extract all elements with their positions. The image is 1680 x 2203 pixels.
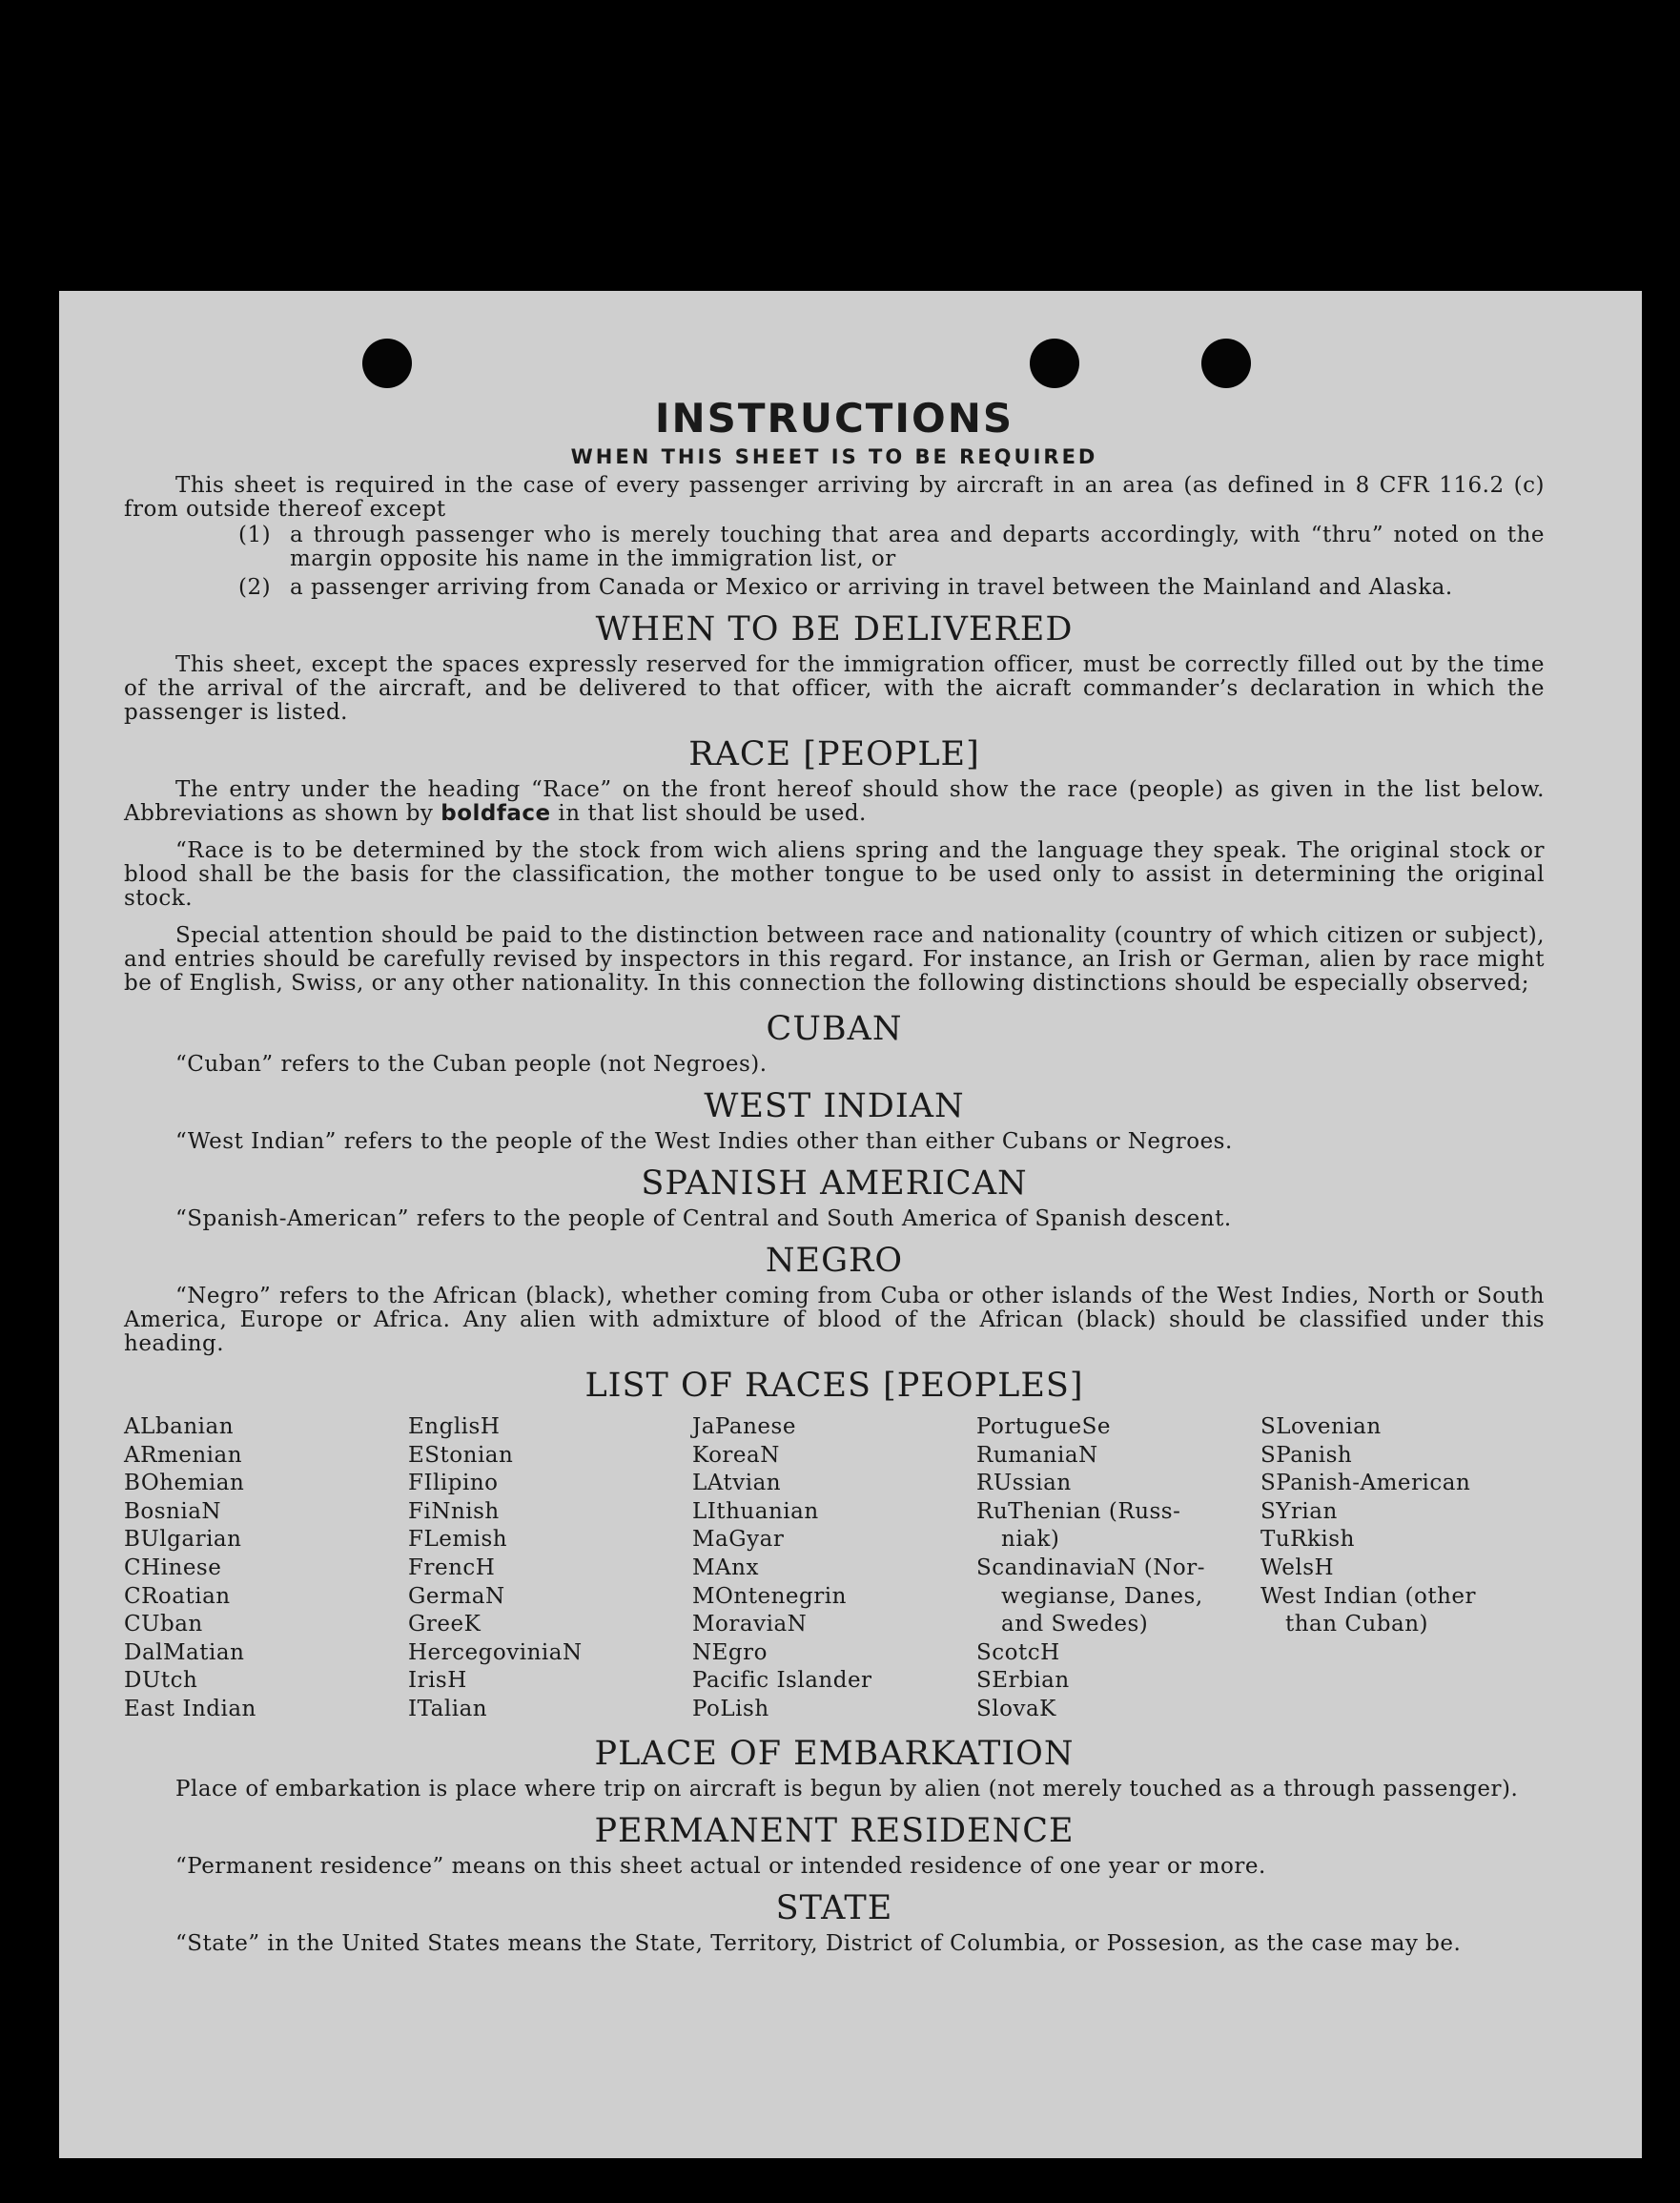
race-paragraph: Special attention should be paid to the distinction between race and nationality (country of which citizen or subject), and entries should be carefully revised by inspectors in this regard. For instance, an Irish or German, alien by race might be of English, Swiss, or any other nationality. In this connection the following distinctions should be especially observed;	[124, 923, 1545, 996]
race-entry: RuThenian (Russ-	[976, 1498, 1181, 1524]
punch-hole	[1201, 339, 1251, 388]
races-column	[692, 1413, 976, 1724]
exception-number: (2)	[238, 575, 272, 600]
cuban-text: “Cuban” refers to the Cuban people (not Negroes).	[175, 1052, 768, 1077]
race-entry: FLemish	[408, 1527, 508, 1553]
race-entry: ITalian	[408, 1696, 488, 1721]
race-entry: WelsH	[1260, 1554, 1335, 1580]
section-heading-race: RACE [PEOPLE]	[688, 735, 980, 773]
race-entry: FIlipino	[408, 1471, 499, 1496]
race-entry: MaGyar	[692, 1527, 785, 1553]
section-heading-embarkation: PLACE OF EMBARKATION	[594, 1734, 1075, 1773]
race-entry: EStonian	[408, 1442, 514, 1468]
race-entry: East Indian	[124, 1696, 256, 1721]
exception-number: (1)	[238, 523, 272, 547]
section-heading-cuban: CUBAN	[766, 1010, 903, 1048]
race-entry: GreeK	[408, 1612, 481, 1637]
race-entry: ALbanian	[124, 1414, 235, 1439]
exception-text: a passenger arriving from Canada or Mexico or arriving in travel between the Mainland and Alaska.	[290, 575, 1453, 600]
race-entry: DalMatian	[124, 1639, 245, 1665]
section-heading-negro: NEGRO	[765, 1242, 904, 1280]
race-entry: SPanish	[1260, 1442, 1353, 1468]
race-entry: GermaN	[408, 1583, 505, 1609]
race-entry: BosniaN	[124, 1498, 222, 1524]
section-heading-state: STATE	[775, 1888, 893, 1927]
boldface-word: boldface	[440, 801, 551, 826]
embarkation-text: Place of embarkation is place where trip on aircraft is begun by alien (not merely touched as a through passenger).	[175, 1776, 1519, 1802]
race-entry: JaPanese	[692, 1414, 796, 1439]
race-entry: LIthuanian	[692, 1498, 819, 1524]
spanish-american-text: “Spanish-American” refers to the people of Central and South America of Spanish descent.	[175, 1206, 1232, 1231]
section-heading-delivered: WHEN TO BE DELIVERED	[595, 610, 1074, 649]
race-entry: SlovaK	[976, 1696, 1056, 1721]
race-entry: RUssian	[976, 1471, 1072, 1496]
race-entry: PoLish	[692, 1696, 769, 1721]
race-entry: MAnx	[692, 1554, 759, 1580]
race-entry: FrencH	[408, 1554, 496, 1580]
race-entry: TuRkish	[1260, 1527, 1355, 1553]
delivered-text: This sheet, except the spaces expressly reserved for the immigration officer, must be correctly filled out by the time of the arrival of the aircraft, and be delivered to that officer, with the aicraft commander’s declaration in which the passenger is listed.	[124, 652, 1545, 725]
race-paragraph: “Race is to be determined by the stock from wich aliens spring and the language they speak. The original stock or blood shall be the basis for the classification, the mother tongue to be used only to assist in determining the original stock.	[124, 838, 1545, 911]
page-subtitle: WHEN THIS SHEET IS TO BE REQUIRED	[570, 445, 1098, 468]
exception-item	[238, 524, 1545, 571]
race-entry: IrisH	[408, 1668, 467, 1694]
state-text: “State” in the United States means the State, Territory, District of Columbia, or Possesion, as the case may be.	[175, 1930, 1462, 1956]
section-heading-races-list: LIST OF RACES [PEOPLES]	[584, 1367, 1084, 1405]
exception-item	[238, 576, 1545, 600]
race-entry: SLovenian	[1260, 1414, 1382, 1439]
race-entry: Pacific Islander	[692, 1668, 872, 1694]
race-entry: ARmenian	[124, 1442, 243, 1468]
punch-hole	[1030, 339, 1079, 388]
race-entry: ScotcH	[976, 1639, 1060, 1665]
section-heading-west-indian: WEST INDIAN	[704, 1087, 965, 1125]
section-heading-spanish-american: SPANISH AMERICAN	[641, 1164, 1028, 1203]
race-paragraph: The entry under the heading “Race” on the front hereof should show the race (people) as given in the list below. Abbreviations as shown by boldface in that list should be used.	[124, 777, 1545, 826]
race-entry: RumaniaN	[976, 1442, 1098, 1468]
west-indian-text: “West Indian” refers to the people of the West Indies other than either Cubans or Negroes.	[175, 1129, 1233, 1154]
race-entry: MoraviaN	[692, 1612, 808, 1637]
instructions-content	[124, 394, 1545, 1969]
race-entry: ScandinaviaN (Nor-	[976, 1554, 1205, 1580]
race-entry: BUlgarian	[124, 1527, 242, 1553]
race-entry: FiNnish	[408, 1498, 500, 1524]
document-sheet	[59, 291, 1642, 2158]
race-entry: DUtch	[124, 1668, 198, 1694]
race-entry: SPanish-American	[1260, 1471, 1471, 1496]
race-entry: CRoatian	[124, 1583, 231, 1609]
races-column	[408, 1413, 692, 1724]
races-column	[124, 1413, 408, 1724]
race-entry: than Cuban)	[1285, 1612, 1429, 1637]
race-entry: KoreaN	[692, 1442, 780, 1468]
exception-text: a through passenger who is merely touching that area and departs accordingly, with “thru” noted on the margin opposite his name in the immigration list, or	[290, 523, 1545, 571]
page-title: INSTRUCTIONS	[654, 395, 1014, 442]
races-column	[1260, 1413, 1545, 1724]
race-entry: PortugueSe	[976, 1414, 1111, 1439]
race-entry: SErbian	[976, 1668, 1070, 1694]
race-entry: and Swedes)	[1001, 1612, 1149, 1637]
race-entry: niak)	[1001, 1527, 1060, 1553]
race-entry: wegianse, Danes,	[1001, 1583, 1203, 1609]
negro-text: “Negro” refers to the African (black), whether coming from Cuba or other islands of the West Indies, North or South America, Europe or Africa. Any alien with admixture of blood of the African (black) should be classified under this heading.	[124, 1284, 1545, 1356]
race-entry: BOhemian	[124, 1471, 245, 1496]
race-entry: MOntenegrin	[692, 1583, 847, 1609]
race-entry: LAtvian	[692, 1471, 782, 1496]
races-column	[976, 1413, 1260, 1724]
race-entry: CUban	[124, 1612, 203, 1637]
race-entry: NEgro	[692, 1639, 768, 1665]
race-entry: HercegoviniaN	[408, 1639, 583, 1665]
punch-hole	[362, 339, 412, 388]
races-list	[124, 1413, 1545, 1724]
race-entry: SYrian	[1260, 1498, 1338, 1524]
race-entry: CHinese	[124, 1554, 222, 1580]
section-heading-residence: PERMANENT RESIDENCE	[594, 1811, 1075, 1850]
residence-text: “Permanent residence” means on this sheet actual or intended residence of one year or more.	[175, 1853, 1266, 1879]
race-entry: EnglisH	[408, 1414, 501, 1439]
race-entry: West Indian (other	[1260, 1583, 1477, 1609]
required-intro: This sheet is required in the case of every passenger arriving by aircraft in an area (as defined in 8 CFR 116.2 (c) from outside thereof except	[124, 473, 1545, 522]
